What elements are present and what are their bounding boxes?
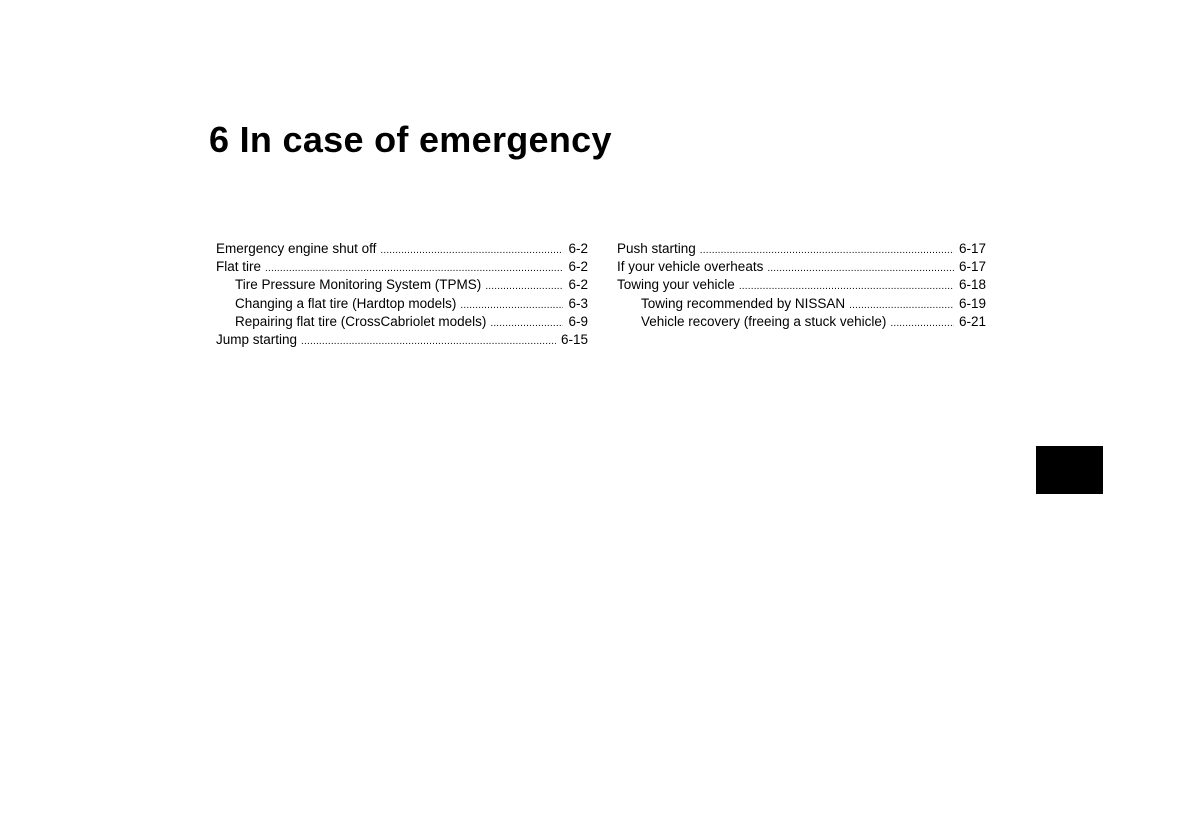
toc-entry-page: 6-21 <box>958 313 986 329</box>
toc-entry-page: 6-17 <box>958 259 986 275</box>
toc-dot-leader <box>767 260 954 278</box>
toc-entry-label: Flat tire <box>216 259 262 275</box>
toc-entry-label: Towing your vehicle <box>617 277 735 293</box>
toc-entry-label: If your vehicle overheats <box>617 259 764 275</box>
toc-entry-page: 6-3 <box>568 295 588 311</box>
toc-dot-leader <box>890 315 954 333</box>
toc-entry-page: 6-2 <box>568 277 588 293</box>
toc-entry-push-starting[interactable] <box>617 240 986 258</box>
toc-dot-leader <box>265 260 563 278</box>
toc-entry-label: Tire Pressure Monitoring System (TPMS) <box>235 277 482 293</box>
toc-entry-jump-starting[interactable] <box>216 331 588 349</box>
toc-entry-page: 6-9 <box>568 313 588 329</box>
toc-entry-tpms[interactable] <box>216 276 588 294</box>
toc-entry-label: Changing a flat tire (Hardtop models) <box>235 295 457 311</box>
toc-left-column <box>216 240 588 349</box>
chapter-thumb-tab <box>1036 446 1103 494</box>
toc-entry-label: Towing recommended by NISSAN <box>641 295 846 311</box>
toc-entry-repairing-flat-tire[interactable] <box>216 313 588 331</box>
toc-dot-leader <box>301 333 556 351</box>
toc-dot-leader <box>460 297 563 315</box>
toc-entry-towing-recommended[interactable] <box>617 295 986 313</box>
toc-entry-label: Emergency engine shut off <box>216 241 377 256</box>
toc-dot-leader <box>380 242 563 260</box>
toc-entry-vehicle-recovery[interactable] <box>617 313 986 331</box>
toc-entry-label: Jump starting <box>216 331 298 347</box>
toc-entry-towing-your-vehicle[interactable] <box>617 276 986 294</box>
toc-entry-page: 6-2 <box>568 241 588 256</box>
toc-entry-flat-tire[interactable] <box>216 258 588 276</box>
toc-entry-page: 6-15 <box>560 331 588 347</box>
toc-right-column <box>617 240 986 331</box>
toc-entry-page: 6-17 <box>958 241 986 256</box>
toc-entry-changing-flat-tire[interactable] <box>216 295 588 313</box>
toc-dot-leader <box>485 278 563 296</box>
chapter-title: 6 In case of emergency <box>209 119 612 160</box>
toc-dot-leader <box>739 278 954 296</box>
toc-dot-leader <box>700 242 954 260</box>
toc-entry-page: 6-18 <box>958 277 986 293</box>
toc-dot-leader <box>849 297 954 315</box>
toc-entry-vehicle-overheats[interactable] <box>617 258 986 276</box>
toc-entry-label: Repairing flat tire (CrossCabriolet models) <box>235 313 487 329</box>
toc-dot-leader <box>490 315 563 333</box>
toc-entry-label: Vehicle recovery (freeing a stuck vehicle) <box>641 313 887 329</box>
toc-entry-page: 6-2 <box>568 259 588 275</box>
toc-entry-page: 6-19 <box>958 295 986 311</box>
toc-entry-emergency-engine-shut-off[interactable] <box>216 240 588 258</box>
toc-entry-label: Push starting <box>617 241 696 256</box>
